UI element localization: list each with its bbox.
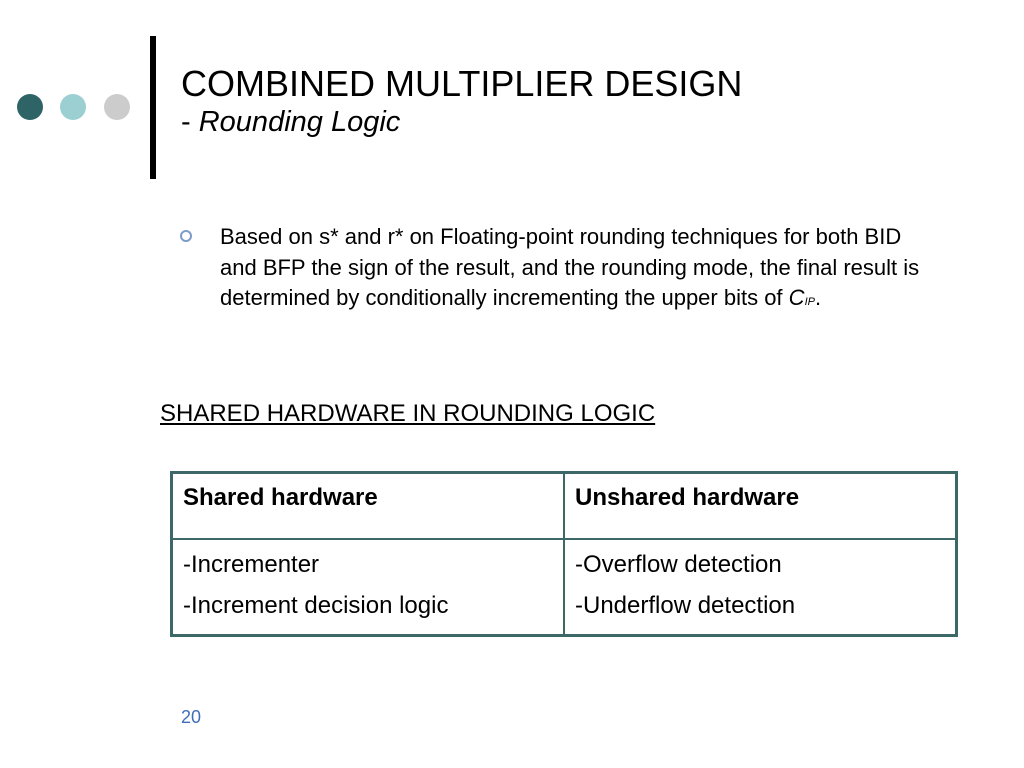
bullet-text: Based on s* and r* on Floating-point rounding techniques for both BID and BFP the sign of the result, and the rounding mode, the final result is determined by conditionally incrementing the upper bits of (220, 224, 920, 310)
bullet-list (180, 222, 920, 318)
hardware-table (170, 471, 958, 637)
header-shared-hardware: Shared hardware (172, 473, 565, 540)
bullet-variable: C (788, 285, 805, 310)
unshared-item-underflow: -Underflow detection (575, 592, 796, 619)
table-row (172, 539, 957, 636)
header-unshared-hardware: Unshared hardware (564, 473, 957, 540)
decor-dot-light (60, 94, 86, 120)
section-heading: SHARED HARDWARE IN ROUNDING LOGIC (160, 400, 656, 427)
decor-dot-gray (104, 94, 130, 120)
bullet-suffix: . (814, 285, 822, 310)
bullet-circle-icon (180, 230, 192, 242)
page-number: 20 (181, 707, 202, 727)
bullet-item (180, 222, 920, 318)
table-header-row (172, 473, 957, 540)
cell-shared-hardware (172, 539, 565, 636)
bullet-variable-subscript: IP (804, 296, 815, 308)
slide-title (181, 62, 742, 140)
subtitle-text: Rounding Logic (198, 106, 401, 139)
cell-unshared-hardware (564, 539, 957, 636)
subtitle-dash: - (181, 106, 191, 139)
slide-subtitle (181, 105, 742, 140)
title-divider-bar (150, 36, 156, 179)
shared-item-increment-decision: -Increment decision logic (183, 592, 449, 619)
unshared-item-overflow: -Overflow detection (575, 551, 782, 578)
slide-title-main: COMBINED MULTIPLIER DESIGN (181, 63, 743, 104)
shared-item-incrementer: -Incrementer (183, 551, 320, 578)
decor-dot-dark (17, 94, 43, 120)
